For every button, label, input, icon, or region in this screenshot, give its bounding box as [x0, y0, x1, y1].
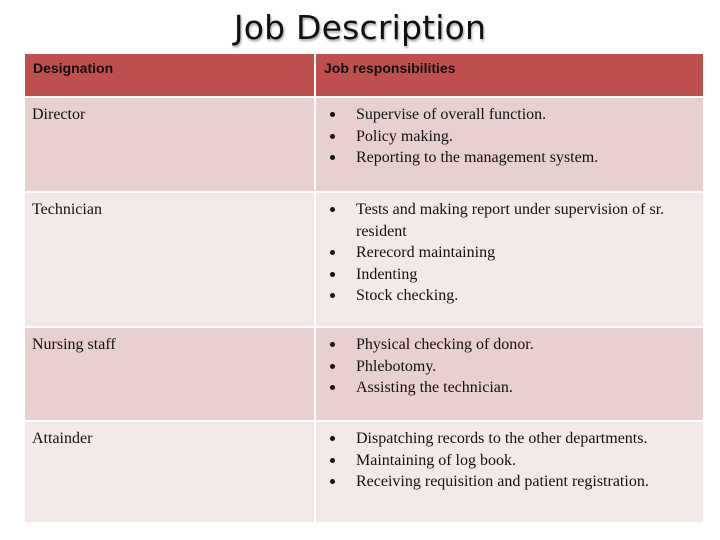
list-item: Receiving requisition and patient registration.: [356, 471, 697, 493]
table-row-technician: [24, 192, 704, 327]
slide-title: Job Description: [233, 8, 487, 47]
list-item: Policy making.: [356, 126, 697, 148]
list-item: Reporting to the management system.: [356, 147, 697, 169]
list-item: Phlebotomy.: [356, 356, 697, 378]
responsibilities-list: [323, 428, 697, 493]
list-item: Indenting: [356, 264, 697, 286]
responsibilities-cell: [315, 327, 704, 421]
responsibilities-list: [323, 104, 697, 169]
list-item: Maintaining of log book.: [356, 450, 697, 472]
responsibilities-cell: [315, 97, 704, 192]
list-item: Tests and making report under supervision of sr. resident: [356, 199, 697, 242]
table-row-attainder: [24, 421, 704, 523]
header-job-responsibilities: Job responsibilities: [315, 53, 704, 97]
designation-cell: Nursing staff: [24, 327, 315, 421]
job-description-table: [23, 52, 705, 524]
responsibilities-cell: [315, 421, 704, 523]
list-item: Stock checking.: [356, 285, 697, 307]
header-designation: Designation: [24, 53, 315, 97]
list-item: Supervise of overall function.: [356, 104, 697, 126]
list-item: Physical checking of donor.: [356, 334, 697, 356]
responsibilities-list: [323, 334, 697, 399]
designation-cell: Attainder: [24, 421, 315, 523]
table-header-row: [24, 53, 704, 97]
table-row-director: [24, 97, 704, 192]
designation-cell: Director: [24, 97, 315, 192]
list-item: Assisting the technician.: [356, 377, 697, 399]
list-item: Rerecord maintaining: [356, 242, 697, 264]
responsibilities-list: [323, 199, 697, 307]
responsibilities-cell: [315, 192, 704, 327]
list-item: Dispatching records to the other departments.: [356, 428, 697, 450]
designation-cell: Technician: [24, 192, 315, 327]
table-row-nursing-staff: [24, 327, 704, 421]
